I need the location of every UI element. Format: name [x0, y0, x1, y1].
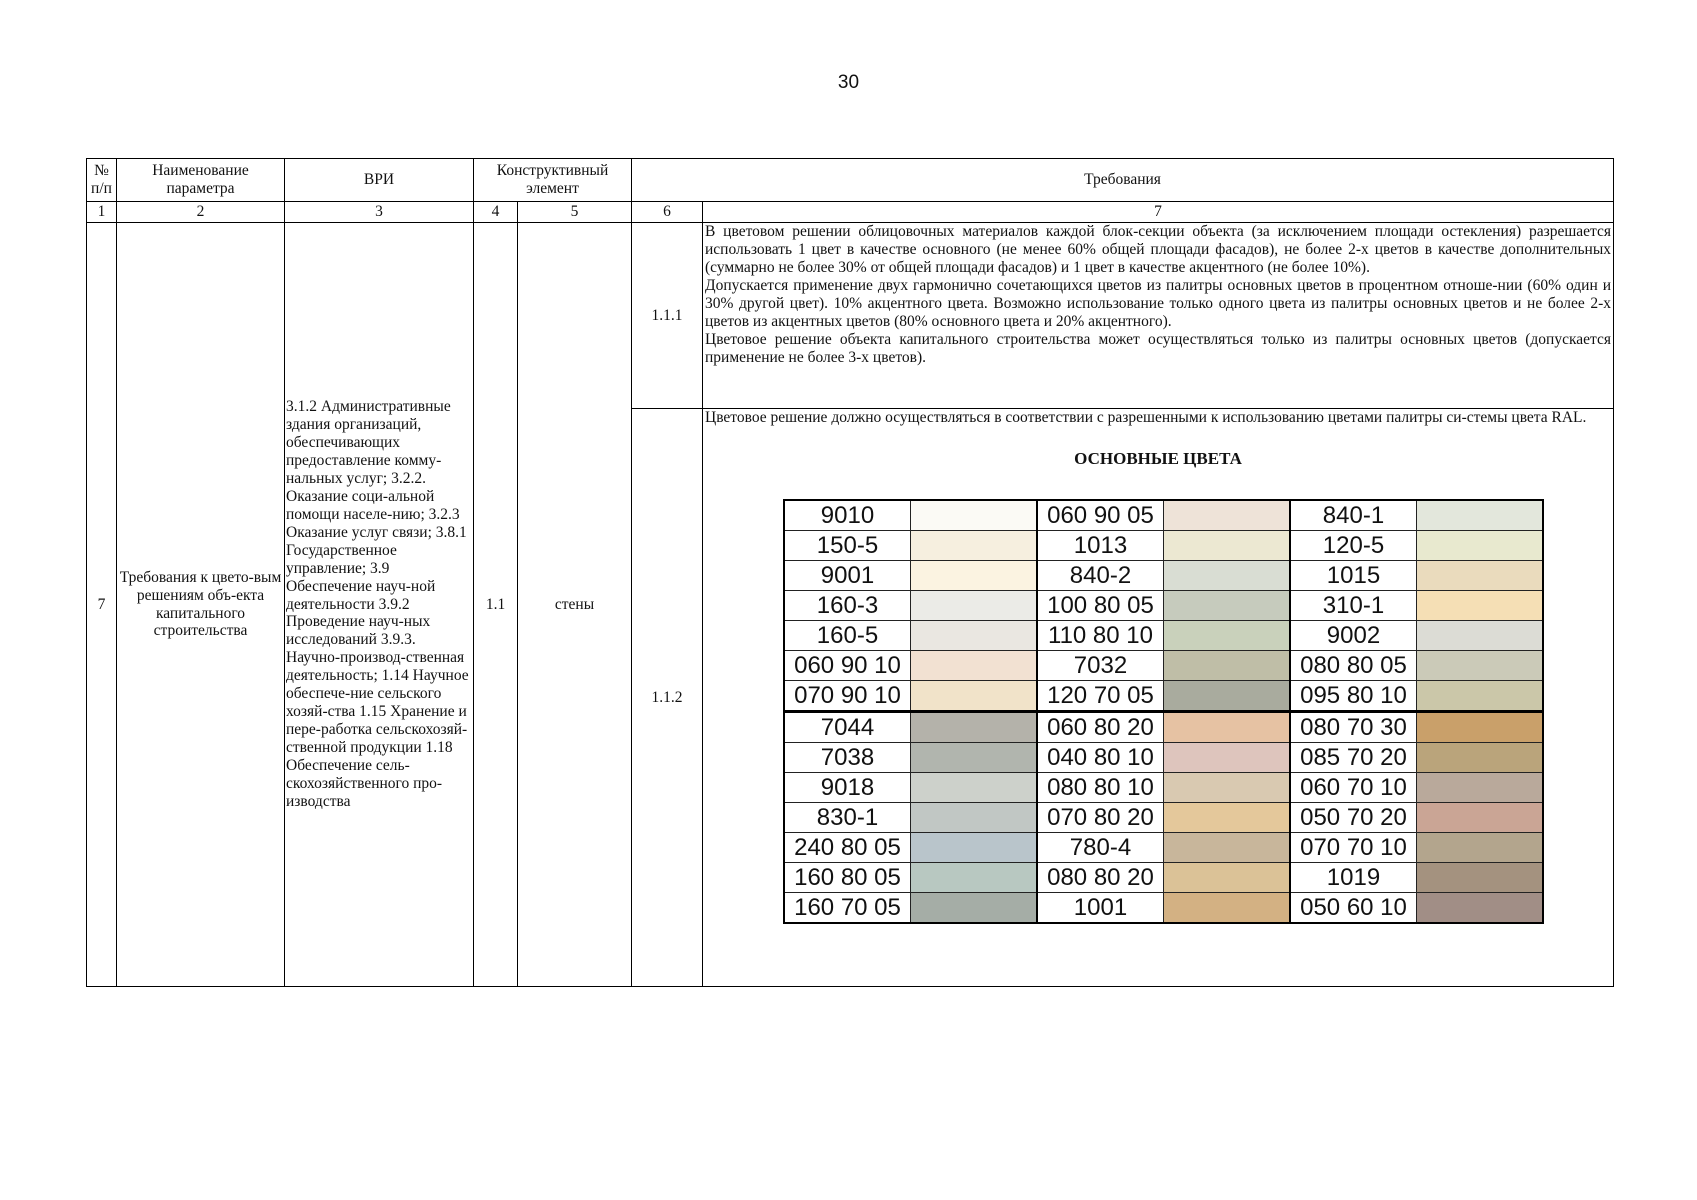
- color-code: 060 80 20: [1037, 711, 1164, 742]
- color-swatch: [1164, 742, 1291, 772]
- palette-row: [784, 560, 1543, 590]
- color-swatch: [1417, 530, 1544, 560]
- subsection-code: 1.1.2: [632, 409, 703, 987]
- color-code: 060 90 05: [1037, 500, 1164, 531]
- color-swatch: [1164, 802, 1291, 832]
- color-swatch: [1417, 892, 1544, 923]
- color-code: 7044: [784, 711, 911, 742]
- color-swatch: [1417, 772, 1544, 802]
- color-swatch: [911, 772, 1038, 802]
- requirement-paragraph: В цветовом решении облицовочных материалов каждой блок-секции объекта (за исключением площади остекления) разрешается использовать 1 цвет в качестве основного (не менее 60% общей площади фасадов), не более 2-х цветов в качестве дополнительных (суммарно не более 30% от общей площади фасадов) и 1 цвет в качестве акцентного (не более 10%).: [705, 223, 1612, 276]
- header-param: Наименование параметра: [117, 159, 285, 202]
- color-swatch: [911, 832, 1038, 862]
- element-code: 1.1: [474, 223, 518, 987]
- requirements-table: [86, 158, 1614, 987]
- palette-row: [784, 680, 1543, 711]
- color-swatch: [1164, 650, 1291, 680]
- color-swatch: [1417, 560, 1544, 590]
- color-code: 160 80 05: [784, 862, 911, 892]
- color-code: 080 80 20: [1037, 862, 1164, 892]
- color-swatch: [1164, 680, 1291, 711]
- color-code: 1019: [1290, 862, 1417, 892]
- column-numbers-row: [87, 202, 1614, 223]
- color-code: 9002: [1290, 620, 1417, 650]
- color-code: 7032: [1037, 650, 1164, 680]
- palette-row: [784, 832, 1543, 862]
- color-code: 840-2: [1037, 560, 1164, 590]
- color-code: 100 80 05: [1037, 590, 1164, 620]
- column-number: 4: [474, 202, 518, 223]
- color-swatch: [911, 711, 1038, 742]
- palette-title: ОСНОВНЫЕ ЦВЕТА: [1074, 448, 1242, 468]
- color-swatch: [911, 500, 1038, 531]
- color-palette: [783, 499, 1544, 924]
- color-swatch: [911, 862, 1038, 892]
- color-code: 050 70 20: [1290, 802, 1417, 832]
- color-code: 060 70 10: [1290, 772, 1417, 802]
- color-code: 070 90 10: [784, 680, 911, 711]
- header-requirements: Требования: [632, 159, 1614, 202]
- color-code: 080 80 10: [1037, 772, 1164, 802]
- color-code: 160-3: [784, 590, 911, 620]
- requirement-text: [703, 409, 1614, 987]
- subsection-code: 1.1.1: [632, 223, 703, 409]
- color-swatch: [911, 620, 1038, 650]
- column-number: 2: [117, 202, 285, 223]
- page-number: 30: [837, 72, 860, 93]
- color-code: 150-5: [784, 530, 911, 560]
- column-number: 1: [87, 202, 117, 223]
- header-row: [87, 159, 1614, 202]
- color-swatch: [1164, 832, 1291, 862]
- color-code: 1015: [1290, 560, 1417, 590]
- color-code: 160 70 05: [784, 892, 911, 923]
- header-vri: ВРИ: [285, 159, 474, 202]
- color-swatch: [1164, 590, 1291, 620]
- color-code: 840-1: [1290, 500, 1417, 531]
- color-code: 1013: [1037, 530, 1164, 560]
- color-swatch: [1417, 862, 1544, 892]
- vri-list: 3.1.2 Административные здания организаций, обеспечивающих предоставление комму-нальных услуг; 3.2.2. Оказание соци-альной помощи населе-нию; 3.2.3 Оказание услуг связи; 3.8.1 Государственное управление; 3.9 Обеспечение науч-ной деятельности 3.9.2 Проведение науч-ных исследований 3.9.3. Научно-производ-ственная деятельность; 1.14 Научное обеспече-ние сельского хозяй-ства 1.15 Хранение и пере-работка сельскохозяй-ственной продукции 1.18 Обеспечение сель-скохозяйственного про-изводства: [285, 223, 474, 987]
- color-code: 780-4: [1037, 832, 1164, 862]
- color-swatch: [911, 560, 1038, 590]
- requirement-paragraph: Цветовое решение должно осуществляться в соответствии с разрешенными к использованию цветами палитры си-стемы цвета RAL.: [705, 409, 1587, 426]
- color-swatch: [1417, 711, 1544, 742]
- element-name: стены: [518, 223, 632, 987]
- color-swatch: [1417, 620, 1544, 650]
- color-swatch: [1164, 560, 1291, 590]
- palette-row: [784, 711, 1543, 742]
- column-number: 7: [703, 202, 1614, 223]
- color-code: 830-1: [784, 802, 911, 832]
- palette-row: [784, 892, 1543, 923]
- color-code: 110 80 10: [1037, 620, 1164, 650]
- color-swatch: [911, 892, 1038, 923]
- palette-row: [784, 862, 1543, 892]
- color-code: 9018: [784, 772, 911, 802]
- color-swatch: [911, 590, 1038, 620]
- palette-row: [784, 802, 1543, 832]
- color-code: 160-5: [784, 620, 911, 650]
- color-swatch: [911, 742, 1038, 772]
- color-code: 050 60 10: [1290, 892, 1417, 923]
- color-swatch: [1164, 862, 1291, 892]
- color-code: 120 70 05: [1037, 680, 1164, 711]
- row-number: 7: [87, 223, 117, 987]
- color-code: 080 80 05: [1290, 650, 1417, 680]
- color-swatch: [1417, 802, 1544, 832]
- color-swatch: [1417, 590, 1544, 620]
- color-code: 310-1: [1290, 590, 1417, 620]
- header-no: № п/п: [87, 159, 117, 202]
- color-swatch: [911, 680, 1038, 711]
- color-swatch: [911, 650, 1038, 680]
- column-number: 3: [285, 202, 474, 223]
- palette-row: [784, 530, 1543, 560]
- color-swatch: [1417, 500, 1544, 531]
- color-swatch: [1164, 530, 1291, 560]
- palette-row: [784, 772, 1543, 802]
- color-swatch: [1417, 832, 1544, 862]
- color-code: 085 70 20: [1290, 742, 1417, 772]
- color-code: 9010: [784, 500, 911, 531]
- color-code: 240 80 05: [784, 832, 911, 862]
- requirement-paragraph: Цветовое решение объекта капитального строительства может осуществляться только из палитры основных цветов (допускается применение не более 3-х цветов).: [705, 330, 1612, 366]
- color-code: 9001: [784, 560, 911, 590]
- palette-row: [784, 620, 1543, 650]
- palette-row: [784, 500, 1543, 531]
- color-swatch: [1164, 500, 1291, 531]
- color-code: 120-5: [1290, 530, 1417, 560]
- color-code: 7038: [784, 742, 911, 772]
- palette-row: [784, 650, 1543, 680]
- color-swatch: [1164, 620, 1291, 650]
- color-swatch: [1164, 892, 1291, 923]
- column-number: 5: [518, 202, 632, 223]
- color-swatch: [911, 530, 1038, 560]
- color-code: 080 70 30: [1290, 711, 1417, 742]
- palette-row: [784, 590, 1543, 620]
- column-number: 6: [632, 202, 703, 223]
- color-swatch: [1164, 711, 1291, 742]
- requirement-paragraph: Допускается применение двух гармонично сочетающихся цветов из палитры основных цветов в процентном отноше-нии (60% один и 30% другой цвет). 10% акцентного цвета. Возможно использование только одного цвета из палитры основных цветов и не более 2-х цветов из акцентных цветов (80% основного цвета и 20% акцентного).: [705, 276, 1612, 330]
- requirement-text: [703, 223, 1614, 409]
- color-swatch: [1417, 742, 1544, 772]
- color-swatch: [1164, 772, 1291, 802]
- color-code: 070 80 20: [1037, 802, 1164, 832]
- palette-row: [784, 742, 1543, 772]
- color-swatch: [1417, 650, 1544, 680]
- header-element: Конструктивный элемент: [474, 159, 632, 202]
- param-name: Требования к цвето-вым решениям объ-екта капитального строительства: [117, 223, 285, 987]
- color-code: 060 90 10: [784, 650, 911, 680]
- color-code: 1001: [1037, 892, 1164, 923]
- color-swatch: [1417, 680, 1544, 711]
- color-code: 095 80 10: [1290, 680, 1417, 711]
- table-row: [87, 223, 1614, 409]
- color-swatch: [911, 802, 1038, 832]
- color-code: 040 80 10: [1037, 742, 1164, 772]
- color-code: 070 70 10: [1290, 832, 1417, 862]
